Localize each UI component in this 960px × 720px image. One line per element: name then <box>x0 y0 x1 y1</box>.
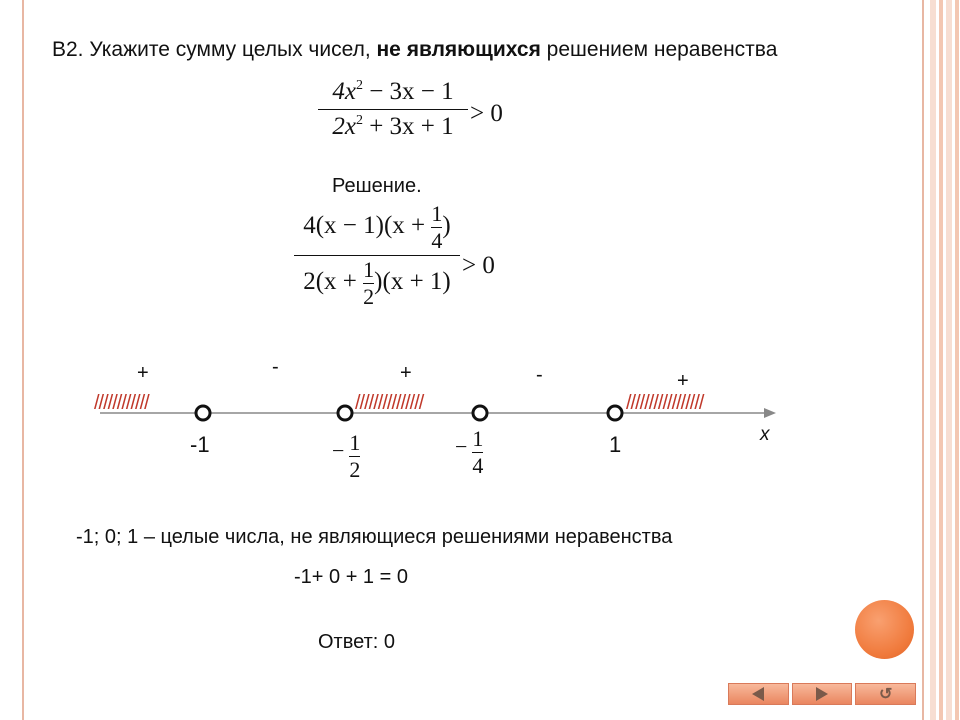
point-minus-quarter <box>473 406 487 420</box>
sign-3: + <box>400 362 412 384</box>
next-button[interactable] <box>792 683 853 705</box>
previous-button[interactable] <box>728 683 789 705</box>
sign-1: + <box>137 362 149 384</box>
return-arrow-icon: ↺ <box>878 686 893 703</box>
label-one: 1 <box>609 432 622 457</box>
factored-denominator: 2(x + $\frac{1}{2}$ )(x + 1) <box>303 257 451 309</box>
point-minus-one <box>196 406 210 420</box>
point-minus-half <box>338 406 352 420</box>
title-suffix: решением неравенства <box>540 38 778 61</box>
return-button[interactable] <box>855 683 916 705</box>
factored-numerator: 4(x − 1)(x + $\frac{1}{4}$ ) <box>303 201 451 253</box>
inequality-denominator: $2x^2 + 3x + 1$ <box>332 113 454 140</box>
conclusion-text: -1; 0; 1 – целые числа, не являющиеся решениями неравенства <box>76 526 673 548</box>
sign-4: - <box>536 364 543 386</box>
title-prefix: В2. Укажите сумму целых чисел, <box>52 38 377 61</box>
triangle-left-icon <box>752 687 764 701</box>
sign-5: + <box>677 370 689 392</box>
inequality-numerator: $4x^2 - 3x - 1$ <box>332 78 454 105</box>
axis-arrow <box>764 408 776 418</box>
axis-label: x <box>760 424 770 445</box>
factored-rhs: > 0 <box>462 252 495 279</box>
sum-text: -1+ 0 + 1 = 0 <box>294 566 408 588</box>
solution-label: Решение. <box>332 175 422 197</box>
hatch-left: //////////// <box>94 392 149 414</box>
decorative-orange-circle <box>855 600 914 659</box>
label-minus-half: − $\frac{1}{2}$ <box>332 430 361 482</box>
triangle-right-icon <box>816 687 828 701</box>
sign-2: - <box>272 356 279 378</box>
answer-text: Ответ: 0 <box>318 631 395 653</box>
hatch-right: ///////////////// <box>626 392 704 414</box>
title-bold: не являющихся <box>376 38 541 61</box>
label-minus-one: -1 <box>190 432 210 457</box>
inequality-rhs: > 0 <box>470 100 503 127</box>
slide-navigation <box>728 683 916 705</box>
label-minus-quarter: − $\frac{1}{4}$ <box>455 426 484 478</box>
point-one <box>608 406 622 420</box>
hatch-mid: /////////////// <box>355 392 424 414</box>
